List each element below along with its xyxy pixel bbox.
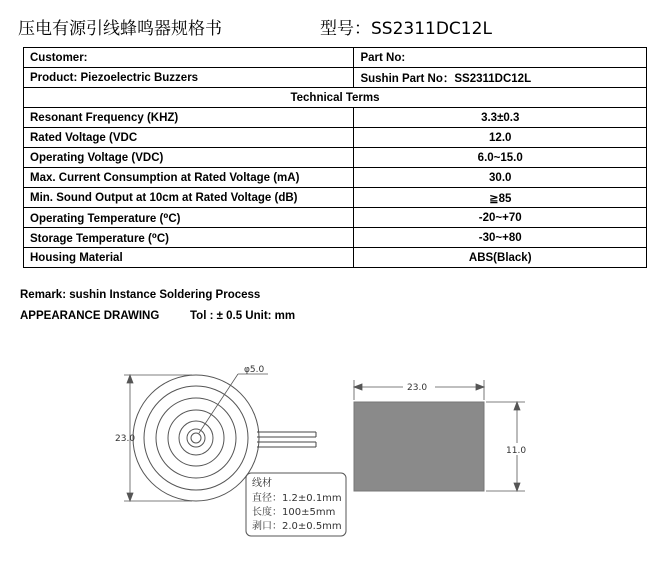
diameter-label: 23.0 [115,434,136,444]
wire-strip: 剥口：2.0±0.5mm [252,521,342,532]
row-value: 30.0 [354,168,647,188]
row-label: Rated Voltage (VDC [24,128,354,148]
appearance-label: APPEARANCE DRAWING [20,310,160,322]
appearance-drawing [0,340,668,569]
product-cell: Product: Piezoelectric Buzzers [24,68,354,88]
sushin-part-cell: Sushin Part No：SS2311DC12L [354,68,647,88]
table-row [24,88,647,108]
row-value: ≧85 [354,188,647,208]
tolerance-label: Tol : ± 0.5 Unit: mm [190,310,296,322]
table-row [24,188,647,208]
row-label: Resonant Frequency (KHZ) [24,108,354,128]
row-value: -20~+70 [354,208,647,228]
outer-housing-circle [133,375,259,501]
section-header: Technical Terms [24,88,647,108]
table-row [24,68,647,88]
row-value: 3.3±0.3 [354,108,647,128]
table-row [24,208,647,228]
hole-dimension-label: φ5.0 [244,365,265,375]
customer-cell: Customer: [24,48,354,68]
row-label: Storage Temperature (⁰C) [24,228,354,248]
row-label: Operating Voltage (VDC) [24,148,354,168]
table-row [24,48,647,68]
wire-length: 长度：100±5mm [252,507,336,518]
width-label: 23.0 [407,383,428,393]
height-label: 11.0 [506,446,527,456]
model-number: 型号：SS2311DC12L [320,19,492,39]
remark-text: Remark: sushin Instance Soldering Process [20,289,261,301]
table-row [24,148,647,168]
lead-wires [257,432,316,447]
row-label: Min. Sound Output at 10cm at Rated Voltage (dB) [24,188,354,208]
sound-hole [191,433,201,443]
document-title: 压电有源引线蜂鸣器规格书 [18,19,222,39]
row-value: ABS(Black) [354,248,647,268]
row-value: 6.0~15.0 [354,148,647,168]
wire-diameter: 直径：1.2±0.1mm [252,493,342,504]
round-view [133,375,259,501]
row-label: Operating Temperature (⁰C) [24,208,354,228]
table-row [24,228,647,248]
side-view-body [354,402,484,491]
table-row [24,248,647,268]
table-row [24,128,647,148]
table-row [24,168,647,188]
part-no-cell: Part No: [354,48,647,68]
wire-spec-title: 线材 [252,478,272,489]
spec-table [23,47,647,268]
row-value: -30~+80 [354,228,647,248]
row-label: Housing Material [24,248,354,268]
table-row [24,108,647,128]
row-label: Max. Current Consumption at Rated Voltage (mA) [24,168,354,188]
row-value: 12.0 [354,128,647,148]
